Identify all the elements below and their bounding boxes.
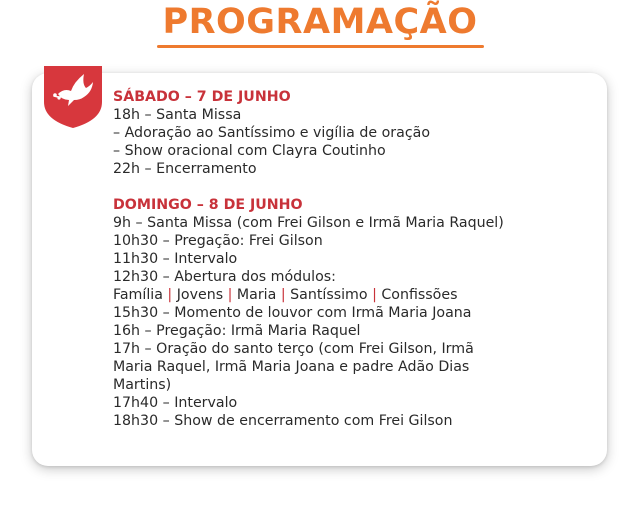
dove-icon xyxy=(44,66,102,128)
list-item: Martins) xyxy=(113,377,172,393)
list-item: 18h30 – Show de encerramento com Frei Gilson xyxy=(113,413,453,429)
list-item: – Adoração ao Santíssimo e vigília de oração xyxy=(113,125,431,141)
module-jovens: Jovens xyxy=(176,287,224,303)
module-separator: | xyxy=(280,287,286,303)
list-item: 10h30 – Pregação: Frei Gilson xyxy=(113,233,323,249)
list-item: 18h – Santa Missa xyxy=(113,107,242,123)
badge xyxy=(44,66,102,128)
list-item: 12h30 – Abertura dos módulos: xyxy=(113,269,336,285)
list-item: 17h40 – Intervalo xyxy=(113,395,238,411)
list-item: 16h – Pregação: Irmã Maria Raquel xyxy=(113,323,361,339)
page-title: PROGRAMAÇÃO xyxy=(162,2,478,42)
module-separator: | xyxy=(372,287,377,303)
list-item: 11h30 – Intervalo xyxy=(113,251,238,267)
title-underline xyxy=(157,45,484,48)
list-item: 15h30 – Momento de louvor com Irmã Maria Joana xyxy=(113,305,472,321)
module-confissoes: Confissões xyxy=(381,287,458,303)
module-maria: Maria xyxy=(236,287,277,303)
day-heading-domingo: DOMINGO – 8 DE JUNHO xyxy=(113,197,303,213)
list-item: 17h – Oração do santo terço (com Frei Gilson, Irmã xyxy=(113,341,474,357)
module-separator: | xyxy=(227,287,233,303)
module-familia: Família xyxy=(113,287,163,303)
modules-line xyxy=(113,286,593,304)
day-heading-sabado: SÁBADO – 7 DE JUNHO xyxy=(113,89,291,105)
list-item: 22h – Encerramento xyxy=(113,161,257,177)
list-item: – Show oracional com Clayra Coutinho xyxy=(113,143,386,159)
schedule-content xyxy=(113,88,593,430)
list-item: Maria Raquel, Irmã Maria Joana e padre Adão Dias xyxy=(113,359,470,375)
spacer xyxy=(113,178,593,196)
list-item: 9h – Santa Missa (com Frei Gilson e Irmã Maria Raquel) xyxy=(113,215,504,231)
module-separator: | xyxy=(167,287,173,303)
module-santissimo: Santíssimo xyxy=(290,287,368,303)
